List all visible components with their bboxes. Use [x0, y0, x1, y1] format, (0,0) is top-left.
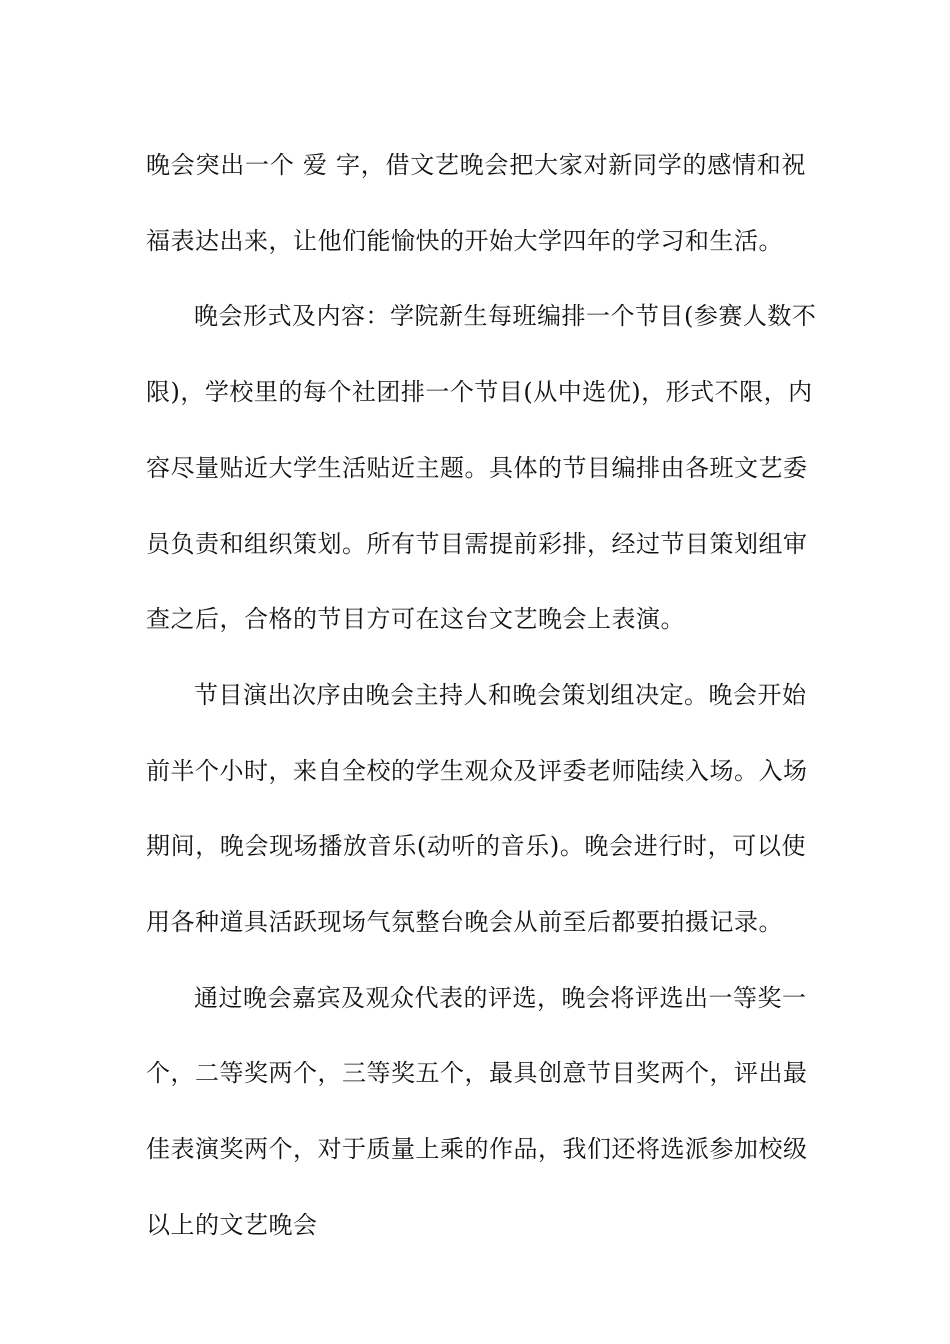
text-line: 通过晚会嘉宾及观众代表的评选，晚会将评选出一等奖一: [194, 983, 807, 1012]
text-line: 前半个小时，来自全校的学生观众及评委老师陆续入场。入场: [146, 756, 808, 785]
document-body: [146, 128, 817, 1264]
text-line: 查之后，合格的节目方可在这台文艺晚会上表演。: [146, 605, 685, 634]
paragraph-2: [146, 279, 817, 658]
text-line: 以上的文艺晚会: [146, 1210, 318, 1239]
text-line: 节目演出次序由晚会主持人和晚会策划组决定。晚会开始: [194, 680, 807, 709]
text-line: 福表达出来，让他们能愉快的开始大学四年的学习和生活。: [146, 226, 783, 255]
text-line: 员负责和组织策划。所有节目需提前彩排，经过节目策划组审: [146, 529, 808, 558]
text-line: 用各种道具活跃现场气氛整台晚会从前至后都要拍摄记录。: [146, 908, 783, 937]
paragraph-4: [146, 961, 806, 1264]
text-line: 容尽量贴近大学生活贴近主题。具体的节目编排由各班文艺委: [146, 453, 808, 482]
text-line: 限)，学校里的每个社团排一个节目(从中选优)，形式不限，内: [146, 378, 813, 407]
text-line: 佳表演奖两个，对于质量上乘的作品，我们还将选派参加校级: [146, 1135, 808, 1164]
text-line: 晚会突出一个 爱 字，借文艺晚会把大家对新同学的感情和祝: [146, 151, 806, 179]
text-line: 晚会形式及内容：学院新生每班编排一个节目(参赛人数不: [194, 302, 817, 331]
paragraph-3: [146, 658, 806, 961]
text-line: 个，二等奖两个，三等奖五个，最具创意节目奖两个，评出最: [146, 1059, 808, 1088]
text-line: 期间，晚会现场播放音乐(动听的音乐)。晚会进行时，可以使: [146, 832, 806, 861]
paragraph-1: [146, 128, 806, 279]
